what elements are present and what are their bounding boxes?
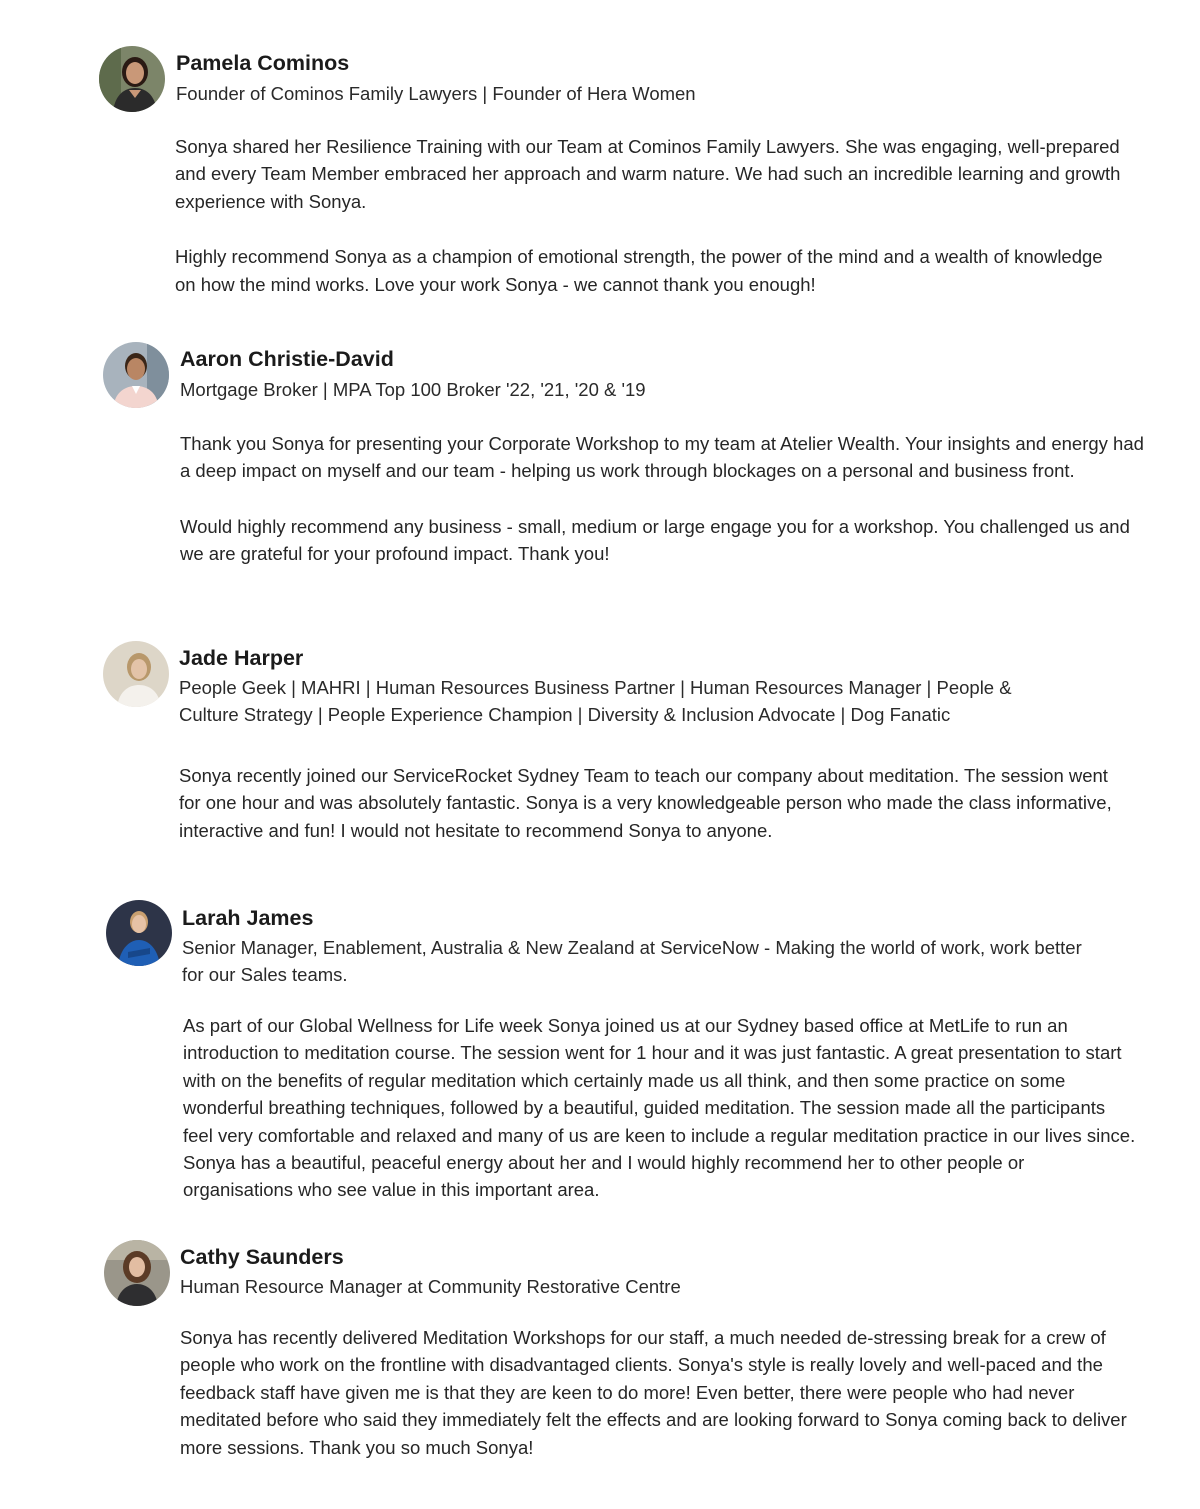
recommender-headline: Human Resource Manager at Community Restorative Centre <box>180 1276 681 1297</box>
recommendation-paragraph: Thank you Sonya for presenting your Corporate Workshop to my team at Atelier Wealth. Your insights and energy had a deep impact on myself and our team - helping us work through blockages on a personal and business front. <box>180 433 1144 482</box>
recommender-headline: Founder of Cominos Family Lawyers | Founder of Hera Women <box>176 83 696 104</box>
profile-photo-icon <box>106 900 172 966</box>
recommender-name[interactable]: Cathy Saunders <box>180 1245 344 1269</box>
avatar[interactable] <box>99 46 165 112</box>
recommender-name[interactable]: Aaron Christie-David <box>180 347 394 371</box>
recommender-name[interactable]: Jade Harper <box>179 646 304 670</box>
recommendation-text <box>179 762 1129 844</box>
recommendation-text <box>180 430 1145 568</box>
recommender-name[interactable]: Pamela Cominos <box>176 51 350 75</box>
profile-photo-icon <box>103 342 169 408</box>
recommendation-paragraph: As part of our Global Wellness for Life week Sonya joined us at our Sydney based office at MetLife to run an introduction to meditation course. The session went for 1 hour and it was just fantastic. A great presentation to start with on the benefits of regular meditation which certainly made us all think, and then some practice on some wonderful breathing techniques, followed by a beautiful, guided meditation. The session made all the participants feel very comfortable and relaxed and many of us are keen to include a regular meditation practice in our lives since. Sonya has a beautiful, peaceful energy about her and I would highly recommend her to other people or organisations who see value in this important area. <box>183 1015 1136 1201</box>
profile-photo-icon <box>99 46 165 112</box>
recommender-headline: People Geek | MAHRI | Human Resources Business Partner | Human Resources Manager | People & Culture Strategy | People Experience Champion | Diversity & Inclusion Advocate | Dog Fanatic <box>179 677 1012 725</box>
profile-photo-icon <box>104 1240 170 1306</box>
avatar[interactable] <box>103 641 169 707</box>
recommender-name[interactable]: Larah James <box>182 906 314 930</box>
recommender-headline: Senior Manager, Enablement, Australia & New Zealand at ServiceNow - Making the world of work, work better for our Sales teams. <box>182 937 1082 985</box>
recommendation-text <box>183 1012 1138 1204</box>
recommendation-paragraph: Would highly recommend any business - small, medium or large engage you for a workshop. You challenged us and we are grateful for your profound impact. Thank you! <box>180 515 1130 565</box>
recommendation-paragraph: Sonya shared her Resilience Training with our Team at Cominos Family Lawyers. She was engaging, well-prepared and every Team Member embraced her approach and warm nature. We had such an incredible learning and growth experience with Sonya. <box>175 136 1121 212</box>
recommender-headline: Mortgage Broker | MPA Top 100 Broker '22, '21, '20 & '19 <box>180 379 646 400</box>
recommendation-paragraph: Sonya recently joined our ServiceRocket Sydney Team to teach our company about meditation. The session went for one hour and was absolutely fantastic. Sonya is a very knowledgeable person who made the class informative, interactive and fun! I would not hesitate to recommend Sonya to anyone. <box>179 765 1112 841</box>
recommendation-text <box>175 133 1125 298</box>
recommendation-text <box>180 1324 1140 1461</box>
recommendation-paragraph: Sonya has recently delivered Meditation Workshops for our staff, a much needed de-stressing break for a crew of people who work on the frontline with disadvantaged clients. Sonya's style is really lovely and well-paced and the feedback staff have given me is that they are keen to do more! Even better, there were people who had never meditated before who said they immediately felt the effects and are looking forward to Sonya coming back to deliver more sessions. Thank you so much Sonya! <box>180 1327 1127 1458</box>
avatar[interactable] <box>106 900 172 966</box>
recommendation-paragraph: Highly recommend Sonya as a champion of emotional strength, the power of the mind and a wealth of knowledge on how the mind works. Love your work Sonya - we cannot thank you enough! <box>175 246 1103 295</box>
profile-photo-icon <box>103 641 169 707</box>
avatar[interactable] <box>103 342 169 408</box>
avatar[interactable] <box>104 1240 170 1306</box>
